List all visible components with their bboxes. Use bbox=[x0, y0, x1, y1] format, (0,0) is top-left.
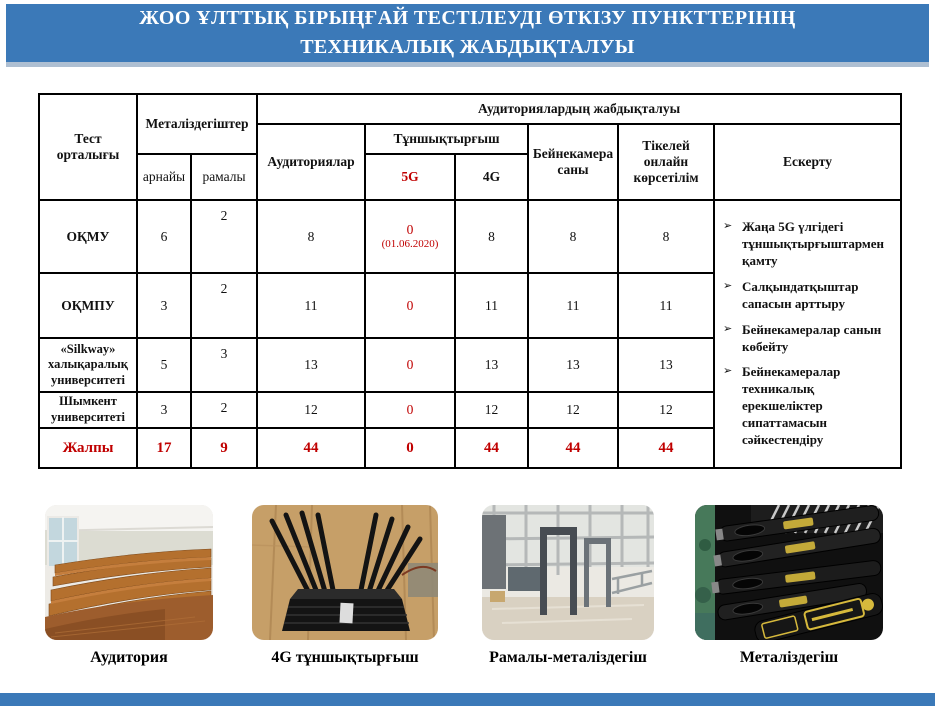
note-item bbox=[723, 364, 894, 448]
bullet-arrow-icon: ➢ bbox=[723, 364, 733, 378]
cell-frame: 2 bbox=[191, 200, 257, 273]
bullet-arrow-icon: ➢ bbox=[723, 278, 733, 292]
bullet-arrow-icon: ➢ bbox=[723, 219, 733, 233]
header-special: арнайы bbox=[137, 154, 191, 200]
note-item bbox=[723, 279, 894, 313]
cell-5g: 0 bbox=[365, 338, 455, 392]
note-text: Салқындатқыштар сапасын арттыру bbox=[742, 278, 859, 311]
header-4g: 4G bbox=[455, 154, 528, 200]
note-text: Бейнекамералар санын көбейту bbox=[742, 321, 882, 354]
header-5g: 5G bbox=[365, 154, 455, 200]
cell-cameras: 8 bbox=[528, 200, 618, 273]
cell-auditoriums: 8 bbox=[257, 200, 365, 273]
header-test-center: Тест орталығы bbox=[39, 94, 137, 200]
cell-name: ОҚМПУ bbox=[39, 273, 137, 338]
cell-online: 11 bbox=[618, 273, 714, 338]
cell-special: 3 bbox=[137, 392, 191, 428]
cell-4g: 8 bbox=[455, 200, 528, 273]
note-item bbox=[723, 322, 894, 356]
cell-auditoriums: 13 bbox=[257, 338, 365, 392]
photo-metal-detector bbox=[695, 505, 883, 640]
footer-bar bbox=[0, 693, 935, 706]
cell-frame: 2 bbox=[191, 392, 257, 428]
cell-special: 6 bbox=[137, 200, 191, 273]
photo-auditorium bbox=[45, 505, 213, 640]
page-title-line2: ТЕХНИКАЛЫҚ ЖАБДЫҚТАЛУЫ bbox=[300, 36, 635, 58]
cell-auditoriums: 44 bbox=[257, 428, 365, 468]
gallery-item bbox=[252, 505, 438, 667]
cell-cameras: 12 bbox=[528, 392, 618, 428]
photo-frame-detector bbox=[482, 505, 654, 640]
cell-name: ОҚМУ bbox=[39, 200, 137, 273]
cell-name: Жалпы bbox=[39, 428, 137, 468]
caption-metal-detector: Металіздегіш bbox=[739, 649, 839, 666]
cell-auditoriums: 12 bbox=[257, 392, 365, 428]
header-live-online: Тікелей онлайн көрсетілім bbox=[618, 124, 714, 200]
cell-cameras: 11 bbox=[528, 273, 618, 338]
cell-special: 3 bbox=[137, 273, 191, 338]
value-5g: 0 bbox=[406, 222, 414, 238]
cell-4g: 12 bbox=[455, 392, 528, 428]
header-auditorium-equipment: Аудиториялардың жабдықталуы bbox=[257, 94, 901, 124]
cell-name: Шымкент университеті bbox=[39, 392, 137, 428]
header-jammer: Тұншықтырғыш bbox=[365, 124, 528, 154]
cell-frame: 9 bbox=[191, 428, 257, 468]
header-row-1 bbox=[39, 94, 901, 124]
gallery-item bbox=[695, 505, 883, 667]
cell-frame: 3 bbox=[191, 338, 257, 392]
page-title-line1: ЖОО ҰЛТТЫҚ БІРЫҢҒАЙ ТЕСТІЛЕУДІ ӨТКІЗУ ПУНКТТЕРІНІҢ bbox=[139, 7, 796, 29]
cell-5g: 0 bbox=[365, 428, 455, 468]
cell-4g: 13 bbox=[455, 338, 528, 392]
cell-online: 8 bbox=[618, 200, 714, 273]
header-frame: рамалы bbox=[191, 154, 257, 200]
cell-online: 12 bbox=[618, 392, 714, 428]
cell-cameras: 13 bbox=[528, 338, 618, 392]
note-item bbox=[723, 219, 894, 270]
cell-4g: 44 bbox=[455, 428, 528, 468]
table-row bbox=[39, 200, 901, 273]
value-5g-date: (01.06.2020) bbox=[381, 238, 439, 251]
header-auditoriums: Аудиториялар bbox=[257, 124, 365, 200]
header-note: Ескерту bbox=[714, 124, 901, 200]
page-header bbox=[6, 4, 929, 67]
cell-auditoriums: 11 bbox=[257, 273, 365, 338]
bullet-arrow-icon: ➢ bbox=[723, 321, 733, 335]
cell-4g: 11 bbox=[455, 273, 528, 338]
note-text: Бейнекамералар техникалық ерекшеліктер сипаттамасын сәйкестендіру bbox=[742, 364, 841, 447]
cell-cameras: 44 bbox=[528, 428, 618, 468]
cell-name: «Silkway» халықаралық университеті bbox=[39, 338, 137, 392]
header-camera-count: Бейнекамера саны bbox=[528, 124, 618, 200]
cell-online: 13 bbox=[618, 338, 714, 392]
gallery-item bbox=[482, 505, 654, 667]
equipment-table bbox=[38, 93, 902, 469]
cell-5g: 0 bbox=[365, 273, 455, 338]
cell-online: 44 bbox=[618, 428, 714, 468]
photo-4g-jammer bbox=[252, 505, 438, 640]
cell-5g bbox=[365, 200, 455, 273]
cell-special: 5 bbox=[137, 338, 191, 392]
gallery-item bbox=[45, 505, 213, 667]
caption-4g-jammer: 4G тұншықтырғыш bbox=[271, 649, 419, 666]
caption-auditorium: Аудитория bbox=[90, 649, 168, 666]
caption-frame-detector: Рамалы-металіздегіш bbox=[489, 649, 647, 666]
cell-5g: 0 bbox=[365, 392, 455, 428]
cell-frame: 2 bbox=[191, 273, 257, 338]
header-metal-detectors: Металіздегіштер bbox=[137, 94, 257, 154]
cell-special: 17 bbox=[137, 428, 191, 468]
notes-cell bbox=[714, 200, 901, 468]
note-text: Жаңа 5G үлгідегі тұншықтырғыштармен қамту bbox=[742, 219, 884, 268]
